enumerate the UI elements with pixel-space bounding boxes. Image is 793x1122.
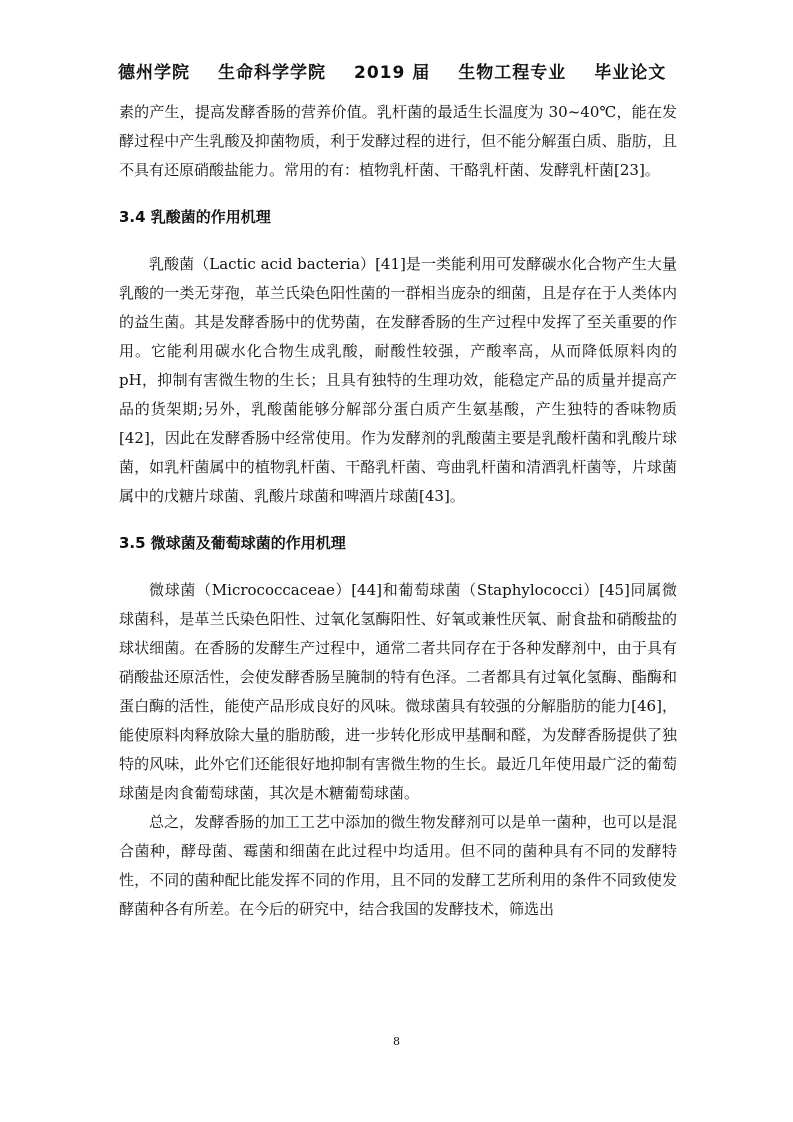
header-year: 2019 届 — [354, 63, 431, 83]
header-school: 德州学院 — [118, 63, 190, 83]
page-body — [119, 98, 677, 924]
paragraph-summary: 总之，发酵香肠的加工工艺中添加的微生物发酵剂可以是单一菌种，也可以是混合菌种，酵母菌、霉菌和细菌在此过程中均适用。但不同的菌种具有不同的发酵特性，不同的菌种配比能发挥不同的作用，且不同的发酵工艺所利用的条件不同致使发酵菌种各有所差。在今后的研究中，结合我国的发酵技术，筛选出 — [119, 813, 677, 918]
running-header — [118, 58, 678, 83]
section-heading-3-5: 3.5 微球菌及葡萄球菌的作用机理 — [119, 534, 346, 552]
header-college: 生命科学学院 — [218, 63, 326, 83]
header-major: 生物工程专业 — [458, 63, 567, 83]
header-doc-type: 毕业论文 — [594, 63, 667, 83]
paragraph-continued: 素的产生，提高发酵香肠的营养价值。乳杆菌的最适生长温度为 30~40℃，能在发酵过程中产生乳酸及抑菌物质，利于发酵过程的进行，但不能分解蛋白质、脂肪，且不具有还原硝酸盐能力。常用的有：植物乳杆菌、干酪乳杆菌、发酵乳杆菌[23]。 — [119, 103, 677, 179]
page-number: 8 — [393, 1035, 400, 1048]
paragraph-lactic-acid-bacteria: 乳酸菌（Lactic acid bacteria）[41]是一类能利用可发酵碳水化合物产生大量乳酸的一类无芽孢，革兰氏染色阳性菌的一群相当庞杂的细菌，且是存在于人类体内的益生菌。其是发酵香肠中的优势菌，在发酵香肠的生产过程中发挥了至关重要的作用。它能利用碳水化合物生成乳酸，耐酸性较强，产酸率高，从而降低原料肉的 pH，抑制有害微生物的生长；且具有独特的生理功效，能稳定产品的质量并提高产品的货架期;另外，乳酸菌能够分解部分蛋白质产生氨基酸，产生独特的香味物质[42]，因此在发酵香肠中经常使用。作为发酵剂的乳酸菌主要是乳酸杆菌和乳酸片球菌，如乳杆菌属中的植物乳杆菌、干酪乳杆菌、弯曲乳杆菌和清酒乳杆菌等，片球菌属中的戊糖片球菌、乳酸片球菌和啤酒片球菌[43]。 — [119, 255, 677, 505]
section-heading-3-4: 3.4 乳酸菌的作用机理 — [119, 208, 271, 226]
paragraph-micrococcus: 微球菌（Micrococcaceae）[44]和葡萄球菌（Staphylococci）[45]同属微球菌科，是革兰氏染色阳性、过氧化氢酶阳性、好氧或兼性厌氧、耐食盐和硝酸盐的球状细菌。在香肠的发酵生产过程中，通常二者共同存在于各种发酵剂中，由于具有硝酸盐还原活性，会使发酵香肠呈腌制的特有色泽。二者都具有过氧化氢酶、酯酶和蛋白酶的活性，能使产品形成良好的风味。微球菌具有较强的分解脂肪的能力[46]，能使原料肉释放除大量的脂肪酸，进一步转化形成甲基酮和醛，为发酵香肠提供了独特的风味，此外它们还能很好地抑制有害微生物的生长。最近几年使用最广泛的葡萄球菌是肉食葡萄球菌，其次是木糖葡萄球菌。 — [119, 581, 677, 802]
